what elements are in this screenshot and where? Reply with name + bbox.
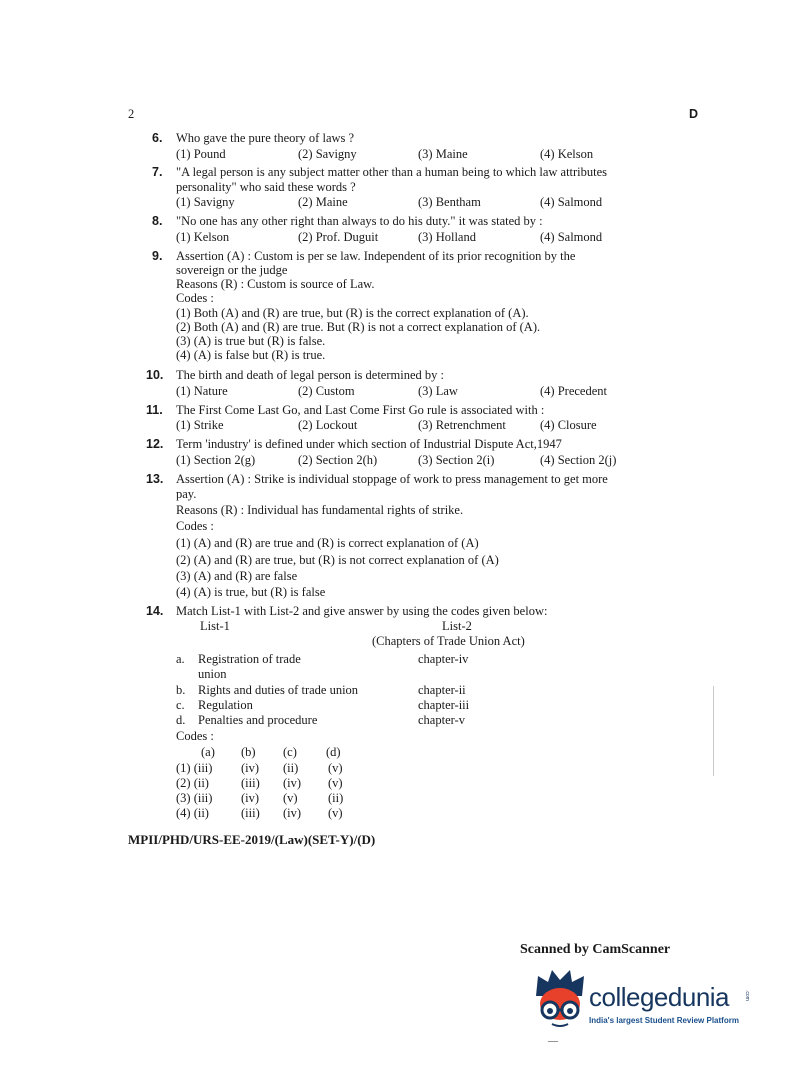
option: (1) Strike [176, 418, 224, 432]
list2-item: chapter-ii [418, 683, 466, 697]
option: (4) Kelson [540, 147, 594, 161]
codes-cell: (v) [328, 776, 343, 790]
question-text: Match List-1 with List-2 and give answer by using the codes given below: [176, 604, 548, 618]
code-option: (2) Both (A) and (R) are true. But (R) is not a correct explanation of (A). [176, 320, 541, 334]
option: (2) Prof. Duguit [298, 230, 379, 244]
codes-header: (d) [326, 745, 341, 759]
option: (2) Maine [298, 195, 348, 209]
list1-item: Penalties and procedure [198, 713, 318, 727]
option: (3) Law [418, 384, 458, 398]
question-number: 8. [152, 214, 163, 228]
list1-item: Rights and duties of trade union [198, 683, 359, 697]
option: (1) Section 2(g) [176, 453, 256, 467]
paper-code: MPII/PHD/URS-EE-2019/(Law)(SET-Y)/(D) [128, 832, 376, 847]
scanner-label: Scanned by CamScanner [520, 942, 671, 957]
list2-item: chapter-iv [418, 652, 469, 666]
option: (2) Savigny [298, 147, 357, 161]
question-text: Assertion (A) : Custom is per se law. Independent of its prior recognition by the [176, 249, 576, 263]
option: (3) Maine [418, 147, 468, 161]
code-option: (3) (A) is true but (R) is false. [176, 334, 326, 348]
question-number: 10. [146, 368, 164, 382]
codes-header: (c) [283, 745, 297, 759]
codes-cell: (iv) [283, 806, 302, 820]
codes-cell: (ii) [328, 791, 344, 805]
code-option: (3) (A) and (R) are false [176, 569, 298, 583]
page-number: 2 [128, 107, 135, 121]
question-text: personality" who said these words ? [176, 180, 356, 194]
code-option: (4) (A) is true, but (R) is false [176, 585, 326, 599]
option: (4) Salmond [540, 230, 603, 244]
codes-cell: (iii) [241, 806, 260, 820]
list1-item: union [198, 667, 227, 681]
question-text: "No one has any other right than always to do his duty." it was stated by : [176, 214, 543, 228]
list1-letter: d. [176, 713, 186, 727]
scan-edge-line [713, 686, 714, 776]
codes-cell: (iv) [283, 776, 302, 790]
question-number: 9. [152, 249, 163, 263]
codes-label: Codes : [176, 291, 214, 305]
option: (2) Section 2(h) [298, 453, 378, 467]
reason-text: Reasons (R) : Custom is source of Law. [176, 277, 375, 291]
scan-mark: — [548, 1036, 558, 1047]
brand-tagline: India's largest Student Review Platform [589, 1016, 739, 1025]
reason-text: Reasons (R) : Individual has fundamental rights of strike. [176, 503, 464, 517]
option: (3) Holland [418, 230, 476, 244]
brand-name: collegedunia [589, 982, 730, 1012]
option: (1) Savigny [176, 195, 235, 209]
option: (2) Custom [298, 384, 355, 398]
codes-cell: (3) (iii) [176, 791, 213, 805]
question-text: sovereign or the judge [176, 263, 288, 277]
list2-item: chapter-iii [418, 698, 470, 712]
code-option: (4) (A) is false but (R) is true. [176, 348, 326, 362]
mascot-icon [530, 968, 590, 1030]
list1-title: List-1 [200, 619, 230, 633]
question-number: 14. [146, 604, 164, 618]
set-letter: D [689, 107, 699, 121]
option: (4) Salmond [540, 195, 603, 209]
codes-header: (b) [241, 745, 256, 759]
codes-cell: (iii) [241, 776, 260, 790]
brand-suffix: .com [744, 990, 750, 1001]
question-number: 7. [152, 165, 163, 179]
option: (3) Section 2(i) [418, 453, 495, 467]
option: (4) Precedent [540, 384, 607, 398]
option: (1) Nature [176, 384, 228, 398]
list1-item: Registration of trade [198, 652, 301, 666]
list1-letter: c. [176, 698, 185, 712]
question-number: 6. [152, 131, 163, 145]
question-text: The birth and death of legal person is determined by : [176, 368, 444, 382]
option: (4) Closure [540, 418, 597, 432]
question-number: 12. [146, 437, 164, 451]
list2-item: chapter-v [418, 713, 465, 727]
codes-cell: (iv) [241, 791, 260, 805]
question-text: "A legal person is any subject matter other than a human being to which law attributes [176, 165, 608, 179]
question-text: Who gave the pure theory of laws ? [176, 131, 355, 145]
option: (3) Bentham [418, 195, 481, 209]
question-number: 11. [146, 403, 163, 417]
code-option: (1) (A) and (R) are true and (R) is correct explanation of (A) [176, 536, 479, 550]
list1-letter: b. [176, 683, 186, 697]
list1-item: Regulation [198, 698, 253, 712]
question-text: pay. [176, 487, 197, 501]
codes-cell: (v) [328, 761, 343, 775]
codes-cell: (1) (iii) [176, 761, 213, 775]
code-option: (1) Both (A) and (R) are true, but (R) is the correct explanation of (A). [176, 306, 529, 320]
list2-title: List-2 [442, 619, 472, 633]
codes-label: Codes : [176, 519, 214, 533]
question-number: 13. [146, 472, 164, 486]
codes-cell: (v) [283, 791, 298, 805]
option: (4) Section 2(j) [540, 453, 617, 467]
codes-cell: (2) (ii) [176, 776, 209, 790]
list1-letter: a. [176, 652, 185, 666]
codes-header: (a) [201, 745, 215, 759]
question-text: The First Come Last Go, and Last Come First Go rule is associated with : [176, 403, 545, 417]
question-text: Assertion (A) : Strike is individual stoppage of work to press management to get more [176, 472, 608, 486]
codes-label: Codes : [176, 729, 214, 743]
question-text: Term 'industry' is defined under which section of Industrial Dispute Act,1947 [176, 437, 562, 451]
codes-cell: (4) (ii) [176, 806, 209, 820]
codes-cell: (iv) [241, 761, 260, 775]
option: (1) Pound [176, 147, 226, 161]
option: (1) Kelson [176, 230, 230, 244]
option: (2) Lockout [298, 418, 358, 432]
code-option: (2) (A) and (R) are true, but (R) is not correct explanation of (A) [176, 553, 499, 567]
list2-subtitle: (Chapters of Trade Union Act) [372, 634, 525, 648]
codes-cell: (v) [328, 806, 343, 820]
option: (3) Retrenchment [418, 418, 506, 432]
codes-cell: (ii) [283, 761, 299, 775]
